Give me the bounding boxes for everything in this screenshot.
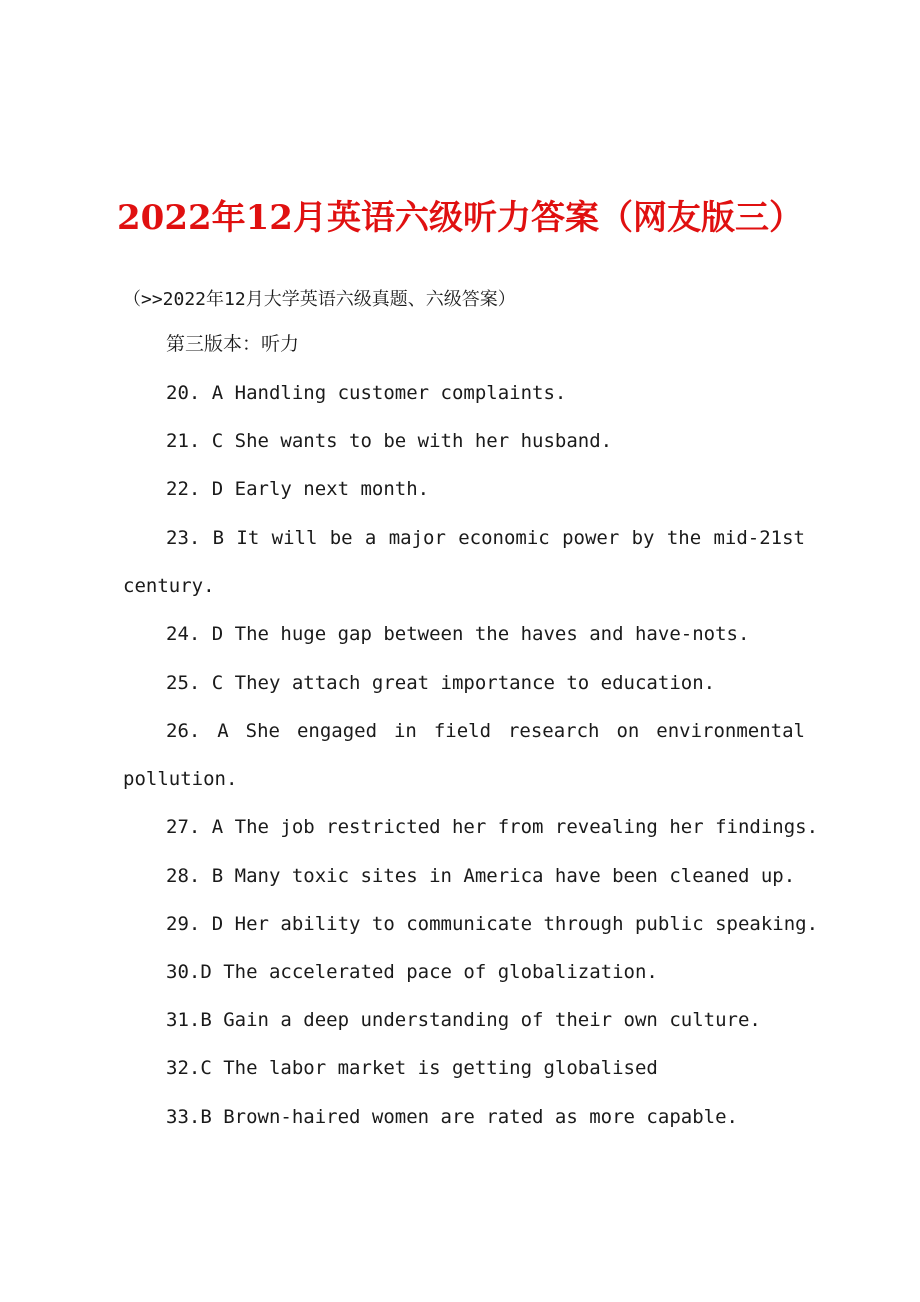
answer-24: 24. D The huge gap between the haves and have-nots. (166, 623, 750, 645)
answer-23-line1: 23. B It will be a major economic power by the mid-21st (166, 527, 805, 549)
answer-28: 28. B Many toxic sites in America have been cleaned up. (166, 865, 796, 887)
answer-27: 27. A The job restricted her from revealing her findings. (166, 816, 819, 838)
answer-29: 29. D Her ability to communicate through public speaking. (166, 913, 819, 935)
answer-23-line2: century. (123, 575, 215, 598)
answer-26 (123, 707, 805, 803)
answer-33: 33.B Brown-haired women are rated as more capable. (166, 1106, 738, 1128)
answer-26-line2: pollution. (123, 768, 238, 791)
document-title: 2022年12月英语六级听力答案（网友版三） (117, 198, 803, 238)
answer-26-line1: 26. A She engaged in field research on environmental (166, 720, 805, 742)
answer-25: 25. C They attach great importance to education. (166, 672, 716, 694)
answer-23 (123, 514, 805, 610)
answer-31: 31.B Gain a deep understanding of their own culture. (166, 1009, 761, 1031)
version-label: 第三版本：听力 (166, 333, 300, 355)
answer-32: 32.C The labor market is getting globalised (166, 1057, 658, 1079)
answer-21: 21. C She wants to be with her husband. (166, 430, 613, 452)
document-subtitle: （>>2022年12月大学英语六级真题、六级答案） (123, 289, 516, 310)
answer-22: 22. D Early next month. (166, 478, 430, 500)
answer-20: 20. A Handling customer complaints. (166, 382, 567, 404)
answer-30: 30.D The accelerated pace of globalization. (166, 961, 658, 983)
